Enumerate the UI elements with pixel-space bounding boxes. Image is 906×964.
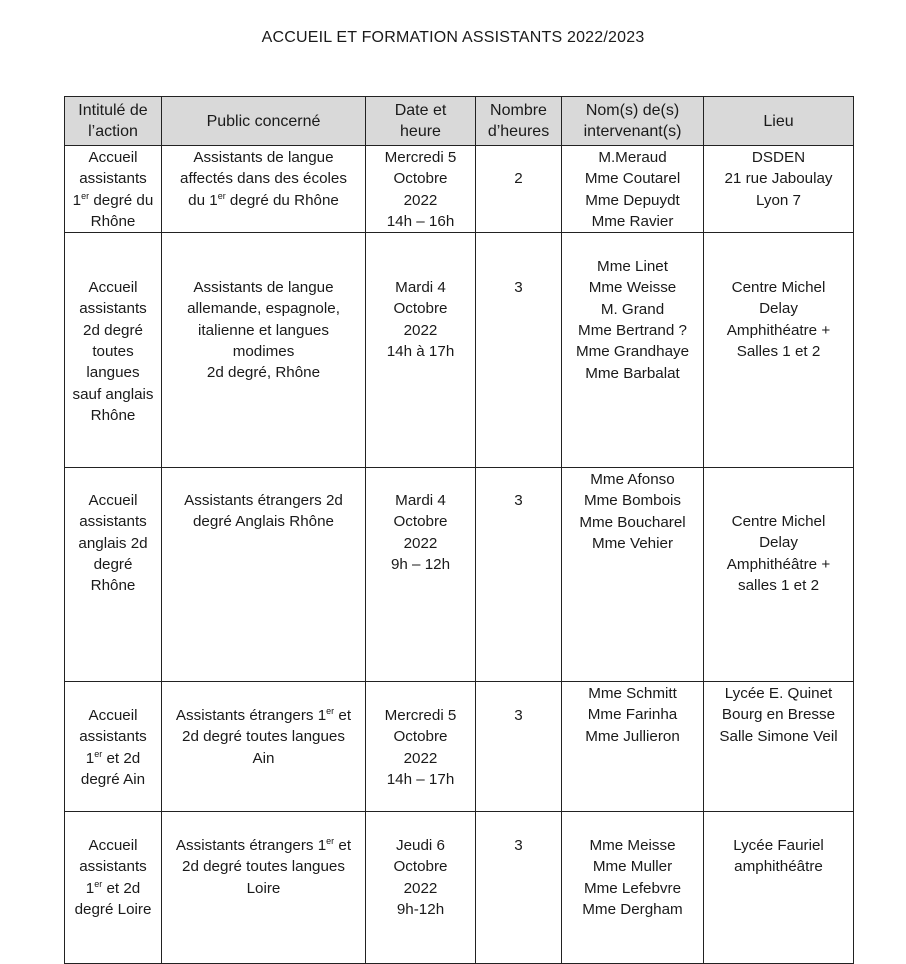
cell-hours: 3 xyxy=(476,812,562,964)
cell-hours: 3 xyxy=(476,468,562,682)
cell-speakers: Mme Schmitt Mme Farinha Mme Jullieron xyxy=(562,682,704,812)
cell-action: Accueil assistants 1er et 2d degré Ain xyxy=(65,682,162,812)
table-row xyxy=(65,146,854,233)
cell-hours: 2 xyxy=(476,146,562,233)
cell-date: Mardi 4 Octobre 2022 14h à 17h xyxy=(366,233,476,468)
header-place: Lieu xyxy=(704,97,854,146)
cell-hours: 3 xyxy=(476,233,562,468)
cell-public: Assistants étrangers 1er et 2d degré toutes langues Ain xyxy=(162,682,366,812)
cell-public: Assistants étrangers 2d degré Anglais Rhône xyxy=(162,468,366,682)
table-row xyxy=(65,812,854,964)
cell-public: Assistants étrangers 1er et 2d degré toutes langues Loire xyxy=(162,812,366,964)
header-public: Public concerné xyxy=(162,97,366,146)
header-action: Intitulé de l’action xyxy=(65,97,162,146)
table-row xyxy=(65,682,854,812)
table-row xyxy=(65,468,854,682)
header-date: Date et heure xyxy=(366,97,476,146)
table-header-row xyxy=(65,97,854,146)
cell-action: Accueil assistants 2d degré toutes langues sauf anglais Rhône xyxy=(65,233,162,468)
cell-date: Mardi 4 Octobre 2022 9h – 12h xyxy=(366,468,476,682)
header-hours: Nombre d’heures xyxy=(476,97,562,146)
header-speakers: Nom(s) de(s) intervenant(s) xyxy=(562,97,704,146)
cell-date: Mercredi 5 Octobre 2022 14h – 17h xyxy=(366,682,476,812)
cell-date: Jeudi 6 Octobre 2022 9h-12h xyxy=(366,812,476,964)
cell-date: Mercredi 5 Octobre 2022 14h – 16h xyxy=(366,146,476,233)
cell-place: DSDEN 21 rue Jaboulay Lyon 7 xyxy=(704,146,854,233)
cell-action: Accueil assistants 1er degré du Rhône xyxy=(65,146,162,233)
cell-place: Lycée E. Quinet Bourg en Bresse Salle Simone Veil xyxy=(704,682,854,812)
table-row xyxy=(65,233,854,468)
cell-place: Centre Michel Delay Amphithéâtre + salles 1 et 2 xyxy=(704,468,854,682)
cell-speakers: Mme Afonso Mme Bombois Mme Boucharel Mme Vehier xyxy=(562,468,704,682)
document-title: ACCUEIL ET FORMATION ASSISTANTS 2022/2023 xyxy=(261,29,645,46)
cell-place: Lycée Fauriel amphithéâtre xyxy=(704,812,854,964)
cell-public: Assistants de langue affectés dans des écoles du 1er degré du Rhône xyxy=(162,146,366,233)
cell-hours: 3 xyxy=(476,682,562,812)
cell-public: Assistants de langue allemande, espagnole, italienne et langues modimes 2d degré, Rhône xyxy=(162,233,366,468)
cell-speakers: M.Meraud Mme Coutarel Mme Depuydt Mme Ravier xyxy=(562,146,704,233)
cell-action: Accueil assistants anglais 2d degré Rhône xyxy=(65,468,162,682)
cell-speakers: Mme Linet Mme Weisse M. Grand Mme Bertrand ? Mme Grandhaye Mme Barbalat xyxy=(562,233,704,468)
cell-speakers: Mme Meisse Mme Muller Mme Lefebvre Mme Dergham xyxy=(562,812,704,964)
cell-place: Centre Michel Delay Amphithéatre + Salles 1 et 2 xyxy=(704,233,854,468)
training-schedule-table xyxy=(64,96,854,964)
cell-action: Accueil assistants 1er et 2d degré Loire xyxy=(65,812,162,964)
